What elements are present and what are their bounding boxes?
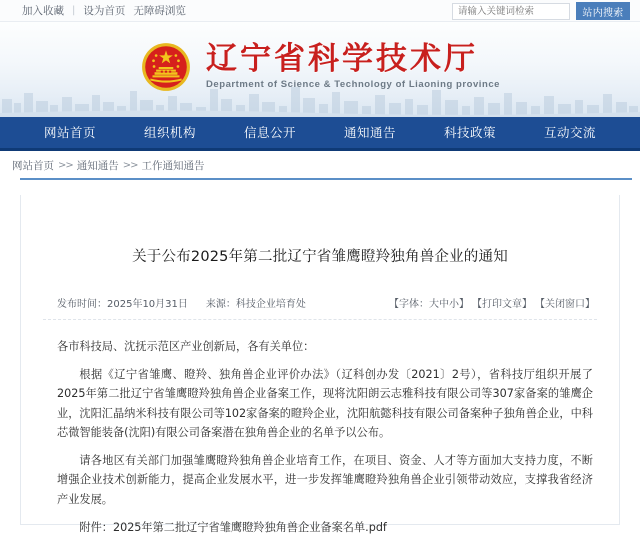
article-panel (20, 195, 620, 534)
breadcrumb-separator: >> (58, 160, 73, 171)
article-salutation: 各市科技局、沈抚示范区产业创新局，各有关单位： (57, 339, 315, 353)
article-meta (43, 295, 597, 310)
article-tools (389, 295, 595, 310)
accessibility-browse-link[interactable]: 无障碍浏览 (133, 5, 186, 17)
breadcrumb-separator: >> (122, 160, 138, 171)
breadcrumb-divider (20, 178, 632, 180)
breadcrumb-item-work-notices[interactable]: 工作通知通告 (141, 160, 205, 172)
breadcrumb (12, 158, 640, 173)
nav-item-policy[interactable]: 科技政策 (444, 125, 497, 140)
top-utility-bar (0, 0, 640, 22)
link-separator: | (72, 5, 76, 16)
nav-item-home[interactable]: 网站首页 (43, 125, 96, 140)
site-title-english: Department of Science & Technology of Liaoning province (206, 79, 500, 91)
nav-item-organization[interactable]: 组织机构 (143, 125, 196, 140)
main-navigation-bar (0, 117, 640, 151)
nav-item-notices[interactable]: 通知通告 (344, 125, 397, 140)
breadcrumb-item-home[interactable]: 网站首页 (12, 160, 54, 172)
article-meta-left (57, 295, 306, 310)
set-homepage-link[interactable]: 设为首页 (83, 5, 126, 17)
site-search (452, 2, 630, 20)
search-button[interactable]: 站内搜索 (576, 2, 630, 20)
article-attachment-link[interactable]: 附件：2025年第二批辽宁省雏鹰瞪羚独角兽企业备案名单.pdf (79, 520, 387, 534)
nav-item-information-disclosure[interactable]: 信息公开 (243, 125, 296, 140)
site-banner (0, 22, 640, 117)
page-title: 关于公布2025年第二批辽宁省雏鹰瞪羚独角兽企业的通知 (132, 249, 508, 265)
breadcrumb-bar (0, 151, 640, 186)
nav-item-interaction[interactable]: 互动交流 (544, 125, 597, 140)
print-article-tool[interactable]: 【打印文章】 (472, 298, 532, 310)
article-divider (43, 319, 597, 320)
banner-content (0, 22, 640, 117)
top-links (22, 3, 186, 18)
banner-title-group (206, 40, 500, 91)
font-size-tool[interactable]: 【字体：大中小】 (389, 298, 469, 310)
national-emblem-icon (140, 41, 192, 93)
article-paragraph: 请各地区有关部门加强雏鹰瞪羚独角兽企业培育工作，在项目、资金、人才等方面加大支持力度，不断增强企业技术创新能力，提高企业发展水平，进一步发挥雏鹰瞪羚独角兽企业引领带动效应，支撑我省经济产业发展。 (57, 454, 593, 506)
nav-list (20, 117, 620, 148)
article-body (43, 337, 597, 537)
article-paragraph: 根据《辽宁省雏鹰、瞪羚、独角兽企业评价办法》（辽科创办发〔2021〕2号），省科技厅组织开展了2025年第二批辽宁省雏鹰瞪羚独角兽企业备案工作，现将沈阳朗云志雅科技有限公司等307家备案的雏鹰企业，沈阳汇晶纳米科技有限公司等102家备案的瞪羚企业，沈阳航懿科技有限公司备案种子独角兽企业，中科芯微智能装备(沈阳)有限公司备案潜在独角兽企业的名单予以公布。 (57, 368, 593, 439)
publish-time: 发布时间：2025年10月31日 (57, 298, 188, 310)
site-title: 辽宁省科学技术厅 (206, 40, 478, 77)
breadcrumb-item-notices[interactable]: 通知通告 (76, 160, 119, 172)
article-source: 来源：科技企业培育处 (205, 298, 306, 310)
close-window-tool[interactable]: 【关闭窗口】 (535, 298, 595, 310)
add-favorite-link[interactable]: 加入收藏 (22, 5, 64, 17)
search-input[interactable] (452, 3, 570, 20)
